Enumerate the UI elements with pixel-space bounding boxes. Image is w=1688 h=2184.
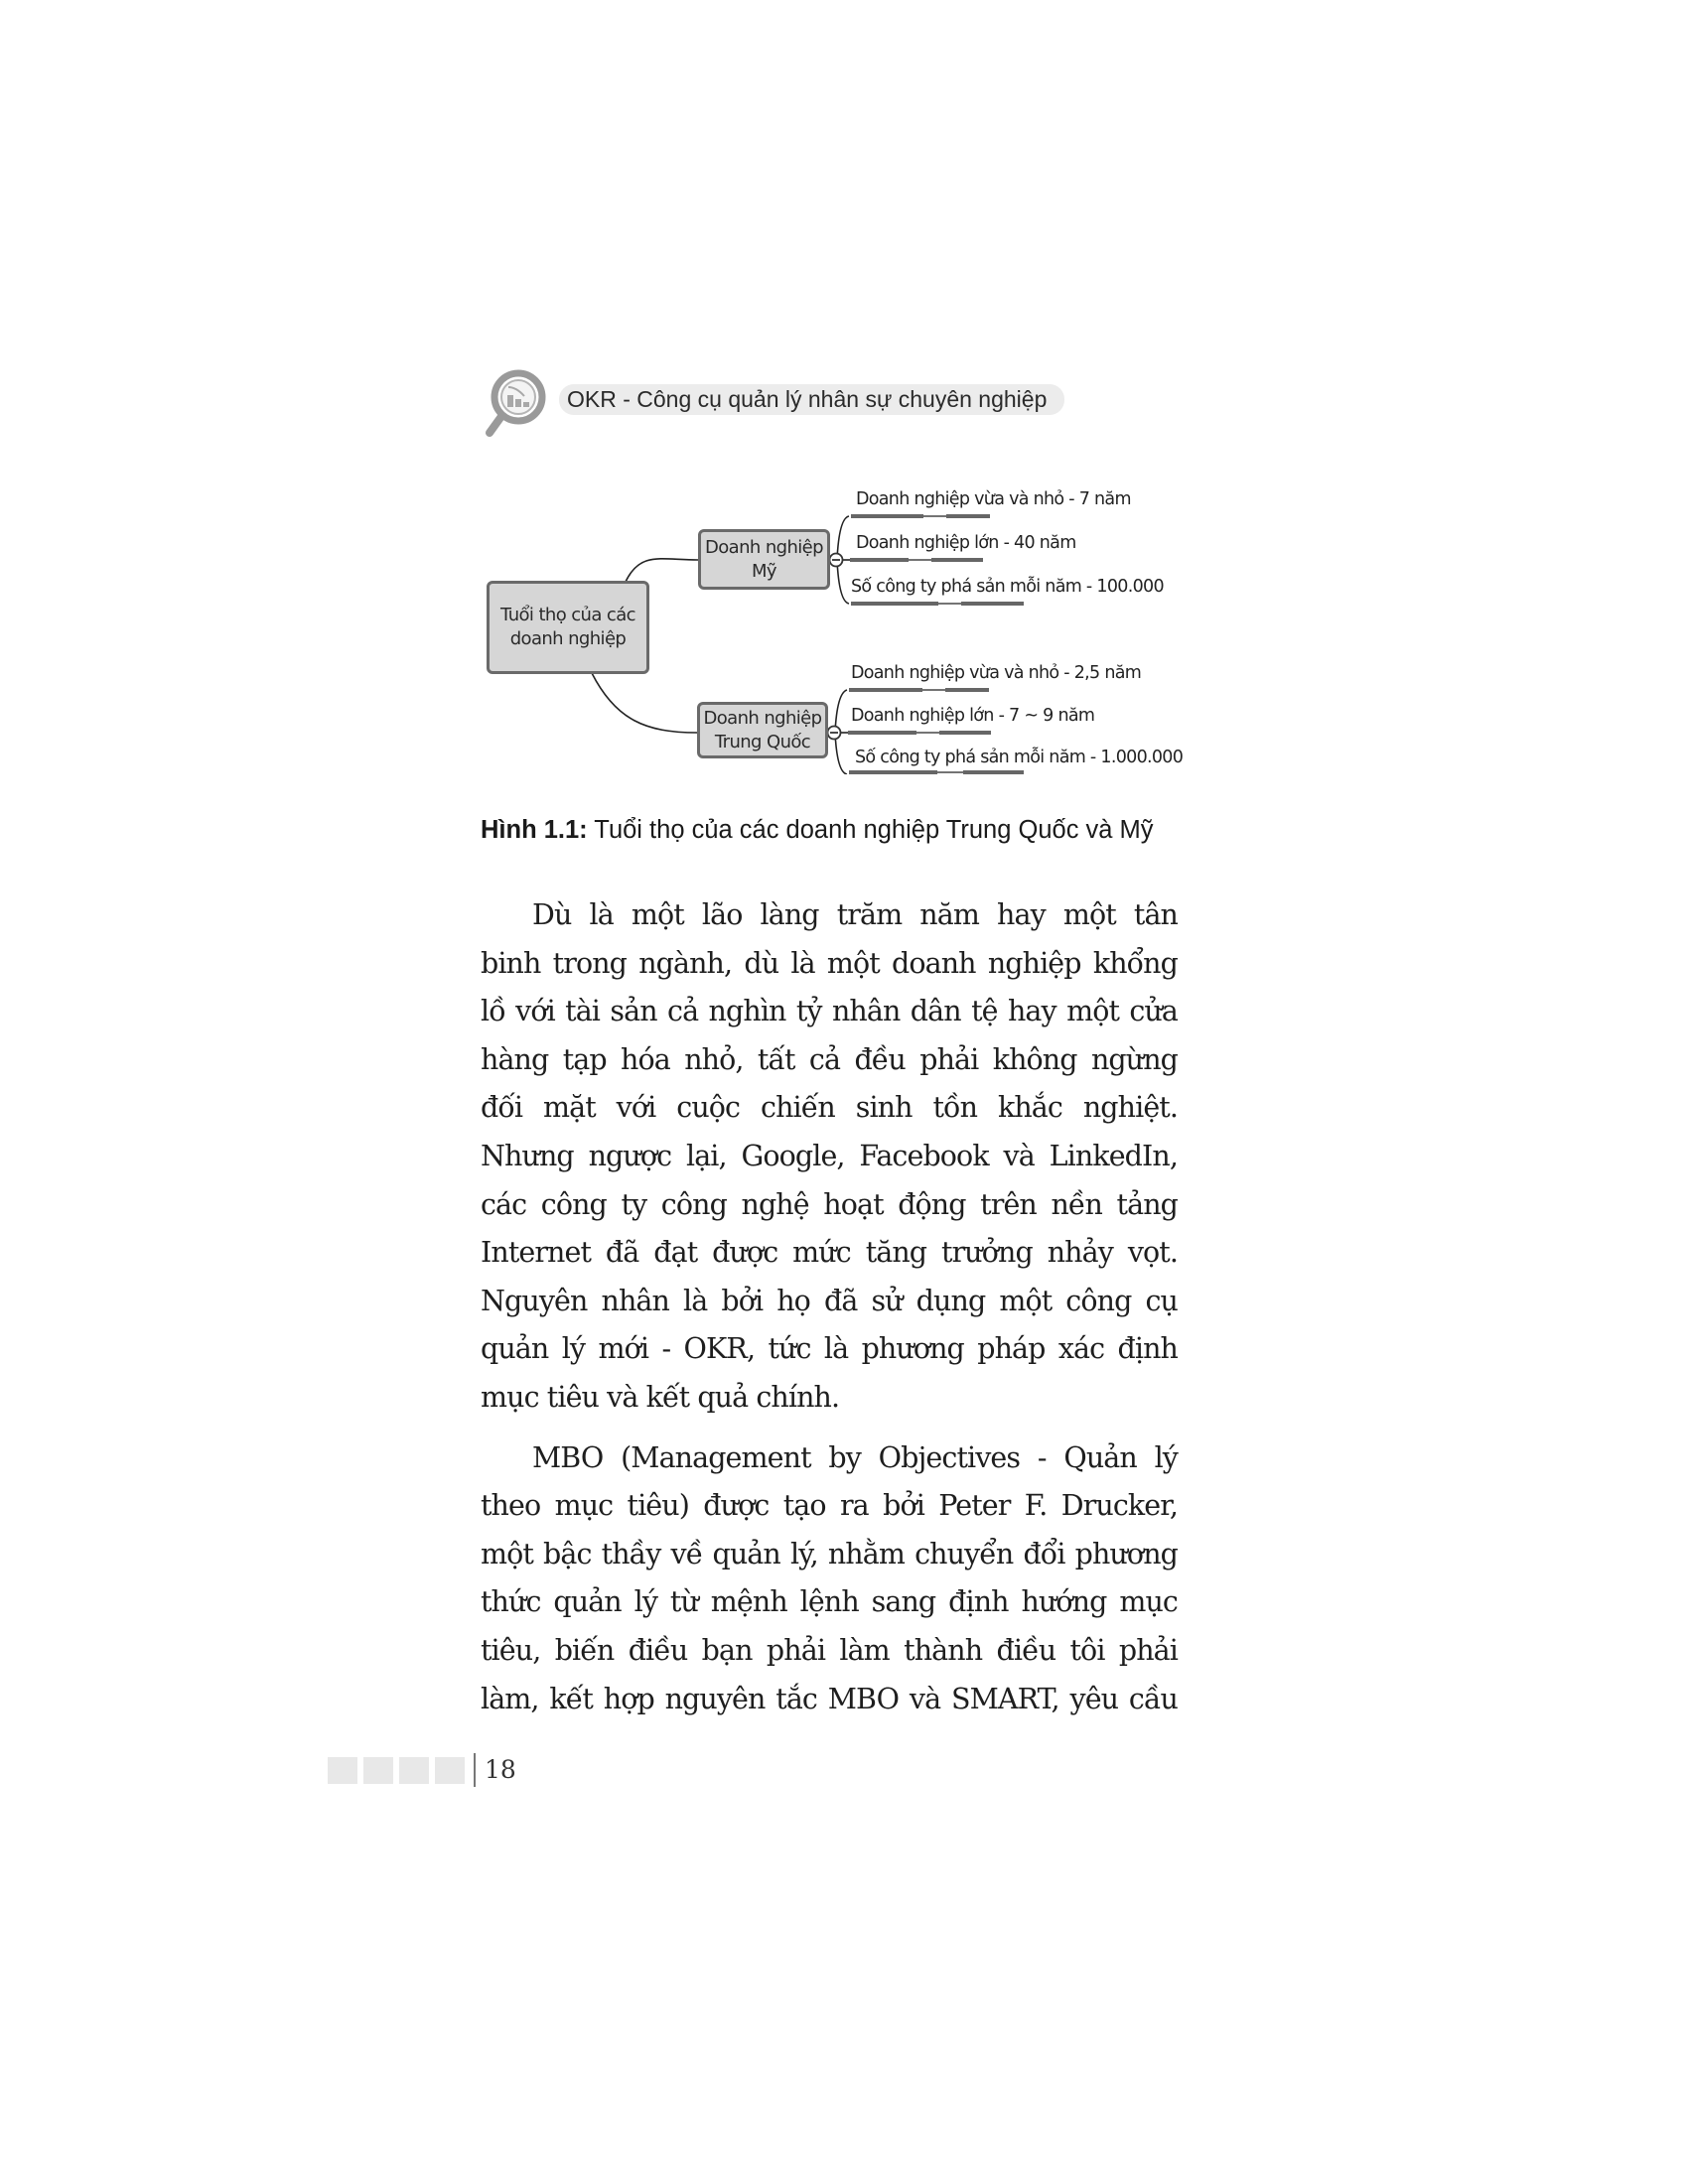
mind-map-diagram [477,467,1211,774]
text-line: binh trong ngành, dù là một doanh nghiệp khổng [481,946,1178,980]
footer-square [435,1757,465,1784]
text-line: theo mục tiêu) được tạo ra bởi Peter F. Drucker, [481,1489,1178,1523]
paragraph-1 [481,891,1178,1423]
magnifier-chart-icon [485,365,556,437]
branch-node-china [697,702,828,758]
branch-china-line-2: Trung Quốc [714,731,811,752]
text-line: một bậc thầy về quản lý, nhằm chuyển đổi phương [481,1537,1178,1570]
branch-us-line-1: Doanh nghiệp [705,536,823,558]
text-line: các công ty công nghệ hoạt động trên nền tảng [481,1187,1178,1221]
text-line: Nhưng ngược lại, Google, Facebook và LinkedIn, [481,1139,1178,1172]
root-node [487,581,649,674]
page-number: 18 [485,1755,516,1784]
page-footer [328,1753,626,1787]
caption-text: Tuổi thọ của các doanh nghiệp Trung Quốc và Mỹ [587,816,1154,844]
leaf-china-large: Doanh nghiệp lớn - 7 ~ 9 năm [851,706,1095,726]
branch-china-line-1: Doanh nghiệp [703,707,822,729]
text-line: quản lý mới - OKR, tức là phương pháp xác định [481,1332,1178,1366]
leaf-us-sme: Doanh nghiệp vừa và nhỏ - 7 năm [856,489,1131,509]
footer-square [399,1757,429,1784]
branch-us-line-2: Mỹ [752,560,776,582]
paragraph-2 [481,1434,1178,1724]
root-node-line-2: doanh nghiệp [509,628,627,649]
running-header [485,365,1080,435]
root-node-line-1: Tuổi thọ của các [500,605,635,625]
leaf-china-bankrupt: Số công ty phá sản mỗi năm - 1.000.000 [855,748,1184,767]
branch-node-us [698,529,830,590]
leaf-us-bankrupt: Số công ty phá sản mỗi năm - 100.000 [851,577,1164,597]
footer-square [328,1757,357,1784]
text-line: hàng tạp hóa nhỏ, tất cả đều phải không ngừng [481,1042,1178,1076]
text-line: thức quản lý từ mệnh lệnh sang định hướng mục [481,1585,1178,1619]
text-line: MBO (Management by Objectives - Quản lý [532,1440,1178,1474]
running-header-title: OKR - Công cụ quản lý nhân sự chuyên nghiệp [559,384,1064,415]
text-line: Nguyên nhân là bởi họ đã sử dụng một công cụ [481,1284,1178,1317]
text-line: Dù là một lão làng trăm năm hay một tân [532,898,1178,931]
caption-label: Hình 1.1: [481,816,588,844]
body-text [481,891,1178,1723]
footer-divider [474,1753,476,1787]
text-line: lồ với tài sản cả nghìn tỷ nhân dân tệ hay một cửa [481,995,1178,1028]
text-line: đối mặt với cuộc chiến sinh tồn khắc nghiệt. [481,1091,1178,1125]
text-line: tiêu, biến điều bạn phải làm thành điều tôi phải [481,1633,1178,1667]
text-line: làm, kết hợp nguyên tắc MBO và SMART, yêu cầu [481,1682,1178,1715]
text-line: Internet đã đạt được mức tăng trưởng nhảy vọt. [481,1236,1178,1270]
figure-caption [481,816,1196,845]
footer-square [363,1757,393,1784]
leaf-china-sme: Doanh nghiệp vừa và nhỏ - 2,5 năm [851,663,1142,683]
text-line: mục tiêu và kết quả chính. [481,1380,840,1414]
leaf-us-large: Doanh nghiệp lớn - 40 năm [856,533,1076,553]
